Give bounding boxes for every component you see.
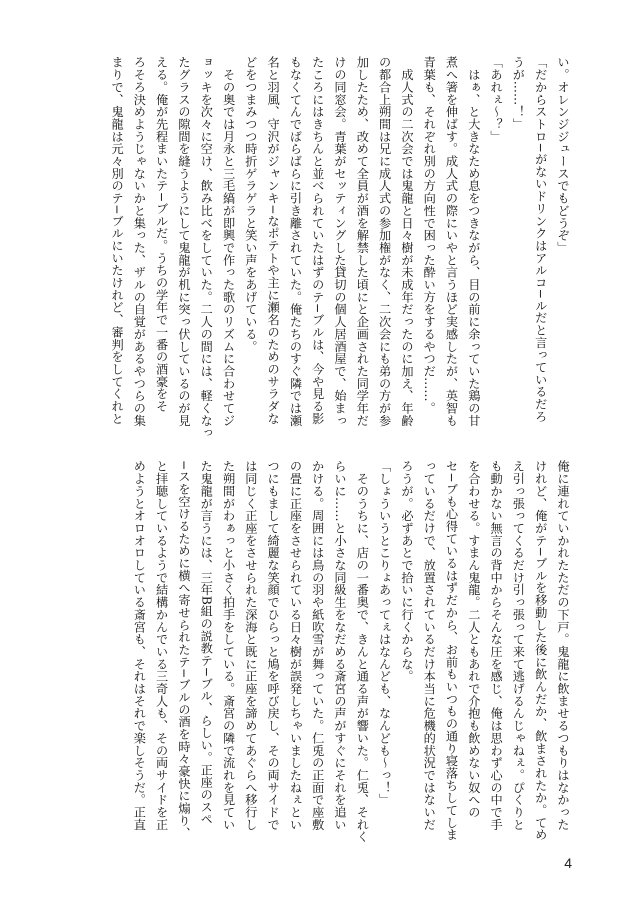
text-column: 「しょういうとこりょあってぇはなんども、なんども〜っ！」 (377, 460, 392, 806)
text-column: 「あれぇ〜？」 (489, 56, 504, 143)
text-column: える。俺が先程まいたテ−ブルだ。うちの学年で一番の酒豪をそ (154, 56, 169, 413)
text-column: セ−ブも心得ているはずだから、お前もいつもの通り寝落ちしてしま (444, 460, 459, 841)
text-column: っているだけで、放置されているだけ本当に危機的状況ではないだ (422, 460, 437, 831)
text-column: 名と羽風、守沢がジャンキ−なポテトや主に瀬名のためのサラダな (266, 56, 281, 425)
text-column: を合わせる。すまん鬼龍。二人ともあれで介抱も飲めない奴への (466, 460, 481, 819)
text-column: もなくてんでばらばらに引き離されていた。俺たちのすぐ隣では瀬 (288, 56, 303, 427)
text-column: 加したため、改めて全員が酒を解禁した頃にと企画された同学年だ (355, 56, 370, 427)
text-column: い。オレンジジュースでもどうぞ」 (556, 56, 570, 254)
text-column: けれど、俺がテ−ブルを移動した後に飲んだか、飲まされたか。てめ (533, 460, 548, 841)
text-column: え引っ張ってくるだけ引っ張って来て逃げるんじゃねぇ。ぴくりと (511, 460, 526, 831)
text-column: そのうちに、店の一番奥で、きんと通る声が響いた。仁兎、それく (355, 460, 370, 843)
text-column: ろうが。必ずあとで拾いに行くからな。 (399, 460, 414, 683)
text-column: ョッキを次々に空け、飲み比べをしていた。二人の間には、軽くなっ (199, 56, 214, 439)
upper-text-block (106, 56, 574, 439)
text-column: た朔間がわぁっと小さく拍手をしている。斎宮の隣で流れを見てい (221, 460, 236, 831)
lower-text-block (128, 460, 574, 843)
text-column: 青葉も、それぞれ別の方向性で困った酔い方をするやつだ……。 (422, 56, 437, 415)
text-column: その奥では月永と三毛縞が即興で作った歌のリズムに合わせてジ (221, 56, 236, 427)
text-column: 俺に連れていかれたただの下戸。鬼龍に飲ませるつもりはなかった (556, 460, 570, 831)
text-column: うが……！」 (511, 56, 526, 131)
text-column: けの同窓会。青葉がセッティングした貸切の個人居酒屋で、始まっ (333, 56, 348, 427)
text-column: めようとオロオロしている斎宮も、それはそれで楽しそうだ。正直 (132, 460, 147, 831)
page-number: 4 (564, 855, 572, 871)
text-column: と拝聴しているようで結構かんでいる三奇人も、その両サイドを正 (154, 460, 169, 831)
text-column: 煮へ箸を伸ばす。成人式の際にいやと言うほど実感したが、英智も (444, 56, 459, 427)
text-column: つにもまして綺麗な笑顔でひらっと鳩を呼び戻し、その両サイドで (266, 460, 281, 831)
text-column: まりで、鬼龍は元々別のテ−ブルにいたけれど、審判をしてくれと (110, 56, 125, 425)
text-column: かける。周囲には鳥の羽や紙吹雪が舞っていた。仁兎の正面で座敷 (310, 460, 325, 831)
text-column: −スを空けるために横へ寄せられたテ−ブルの酒を時々豪快に煽り、 (176, 460, 191, 839)
text-column: 成人式の二次会では鬼龍と日々樹が未成年だったのに加え、年齢 (399, 56, 414, 427)
text-column: どをつまみつつ時折ゲラゲラと笑い声をあげている。 (243, 56, 258, 353)
text-column: はぁ、と大きなため息をつきながら、目の前に余っていた鶏の甘 (466, 56, 481, 427)
text-column: ろそろ決めようじゃないかと集った、ザルの自覚があるやつらの集 (132, 56, 147, 427)
text-column: らいに……と小さな同級生をなだめる斎宮の声がすぐにそれを追い (333, 460, 348, 831)
text-column: の都合上朔間は兄に成人式の参加権がなく、二次会にも弟の方が参 (377, 56, 392, 427)
text-column: の畳に正座をさせられている日々樹が誤発しちゃいましたねぇとい (288, 460, 303, 831)
text-column: は同じく正座をさせられた深海と既に正座を諦めてあぐらへ移行し (243, 460, 258, 831)
text-column: た鬼龍が言うには、三年B組の説教テ−ブル、らしい。正座のスペ (199, 460, 214, 826)
text-column: も動かない無言の背中からそんな圧を感じ、俺は思わず心の中で手 (489, 460, 504, 831)
text-column: たグラスの隙間を縫うようにして鬼龍が机に突っ伏しているのが見 (176, 56, 191, 427)
text-column: 「だからストロ−がないドリンクはアルコ−ルだと言っているだろ (533, 56, 548, 423)
text-column: たころにはきちんと並べられていたはずのテ−ブルは、今や見る影 (310, 56, 325, 425)
